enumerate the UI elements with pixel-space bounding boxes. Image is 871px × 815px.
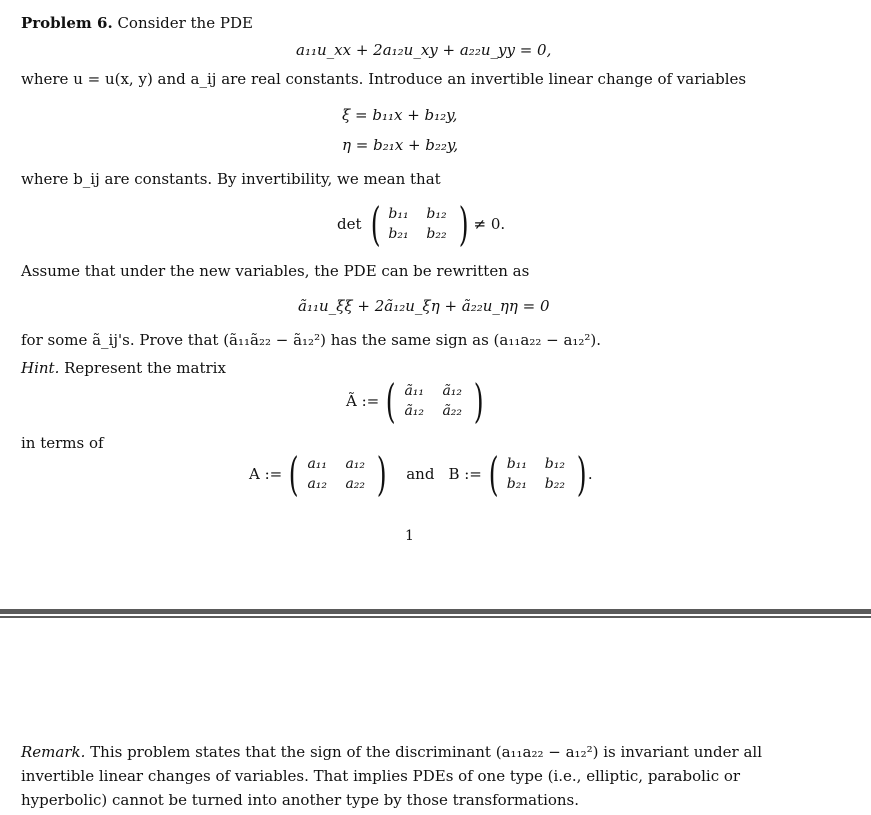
matrix-entry: b₁₂ bbox=[426, 205, 447, 222]
matrix-entry: a₂₂ bbox=[345, 475, 366, 492]
det-expression bbox=[337, 197, 506, 251]
atilde-definition bbox=[346, 374, 484, 428]
matrix-entry: b₂₁ bbox=[388, 225, 409, 242]
matrix-entry: b₂₂ bbox=[426, 225, 447, 242]
right-paren: ) bbox=[576, 447, 587, 501]
page-divider-thin bbox=[0, 616, 871, 618]
det-tail: ≠ 0. bbox=[473, 215, 506, 233]
and-text: and bbox=[406, 465, 435, 483]
left-paren: ( bbox=[385, 374, 396, 428]
left-paren: ( bbox=[288, 447, 299, 501]
problem-label: Problem 6. bbox=[21, 14, 113, 32]
left-paren: ( bbox=[370, 197, 381, 251]
remark-text: This problem states that the sign of the discriminant (a₁₁a₂₂ − a₁₂²) is invariant under all invertible linear changes of variables. That implies PDEs of one type (i.e., elliptic, parabolic or hyperbolic) cannot be turned into another type by those transformations. bbox=[21, 743, 762, 809]
page-divider bbox=[0, 609, 871, 614]
atilde-matrix bbox=[395, 383, 471, 420]
right-paren: ) bbox=[473, 374, 484, 428]
matrix-entry: a₁₂ bbox=[307, 475, 328, 492]
atilde-label: Ã := bbox=[346, 392, 380, 410]
matrix-entry: b₁₁ bbox=[388, 205, 409, 222]
problem-heading bbox=[21, 14, 253, 32]
matrix-entry: ã₂₂ bbox=[442, 402, 463, 419]
b-tail: . bbox=[587, 465, 593, 483]
prove-text: for some ã_ij's. Prove that (ã₁₁ã₂₂ − ã₁₂²) has the same sign as (a₁₁a₂₂ − a₁₂²). bbox=[21, 331, 602, 349]
eta-equation: η = b₂₁x + b₂₂y, bbox=[342, 136, 459, 154]
matrix-entry: a₁₂ bbox=[345, 455, 366, 472]
assume-text: Assume that under the new variables, the PDE can be rewritten as bbox=[21, 262, 530, 280]
b-label: B := bbox=[448, 465, 482, 483]
det-matrix bbox=[380, 206, 456, 243]
hint-label: Hint. bbox=[21, 359, 60, 377]
matrix-entry: ã₁₁ bbox=[404, 382, 425, 399]
right-paren: ) bbox=[376, 447, 387, 501]
right-paren: ) bbox=[458, 197, 469, 251]
matrix-entry: b₁₁ bbox=[506, 455, 527, 472]
a-and-b-definitions bbox=[249, 447, 593, 501]
new-pde-equation: ã₁₁u_ξξ + 2ã₁₂u_ξη + ã₂₂u_ηη = 0 bbox=[298, 297, 550, 315]
page-number: 1 bbox=[405, 528, 414, 544]
a-matrix bbox=[298, 456, 374, 493]
in-terms-of-text: in terms of bbox=[21, 434, 104, 452]
b-matrix bbox=[498, 456, 574, 493]
matrix-entry: b₂₁ bbox=[506, 475, 527, 492]
remark-paragraph bbox=[21, 740, 821, 812]
xi-equation: ξ = b₁₁x + b₁₂y, bbox=[342, 106, 458, 124]
matrix-entry: ã₁₂ bbox=[442, 382, 463, 399]
matrix-entry: b₁₂ bbox=[544, 455, 565, 472]
hint-text: Represent the matrix bbox=[64, 359, 226, 377]
matrix-entry: a₁₁ bbox=[307, 455, 328, 472]
a-label: A := bbox=[249, 465, 283, 483]
left-paren: ( bbox=[488, 447, 499, 501]
matrix-entry: b₂₂ bbox=[544, 475, 565, 492]
problem-intro: Consider the PDE bbox=[117, 14, 253, 32]
remark-label: Remark. bbox=[21, 743, 86, 761]
det-label: det bbox=[337, 215, 362, 233]
pde-equation: a₁₁u_xx + 2a₁₂u_xy + a₂₂u_yy = 0, bbox=[296, 41, 552, 59]
matrix-entry: ã₁₂ bbox=[404, 402, 425, 419]
where-text: where u = u(x, y) and a_ij are real constants. Introduce an invertible linear change of variables bbox=[21, 70, 747, 88]
hint-line bbox=[21, 359, 226, 377]
where-b-text: where b_ij are constants. By invertibility, we mean that bbox=[21, 170, 441, 188]
